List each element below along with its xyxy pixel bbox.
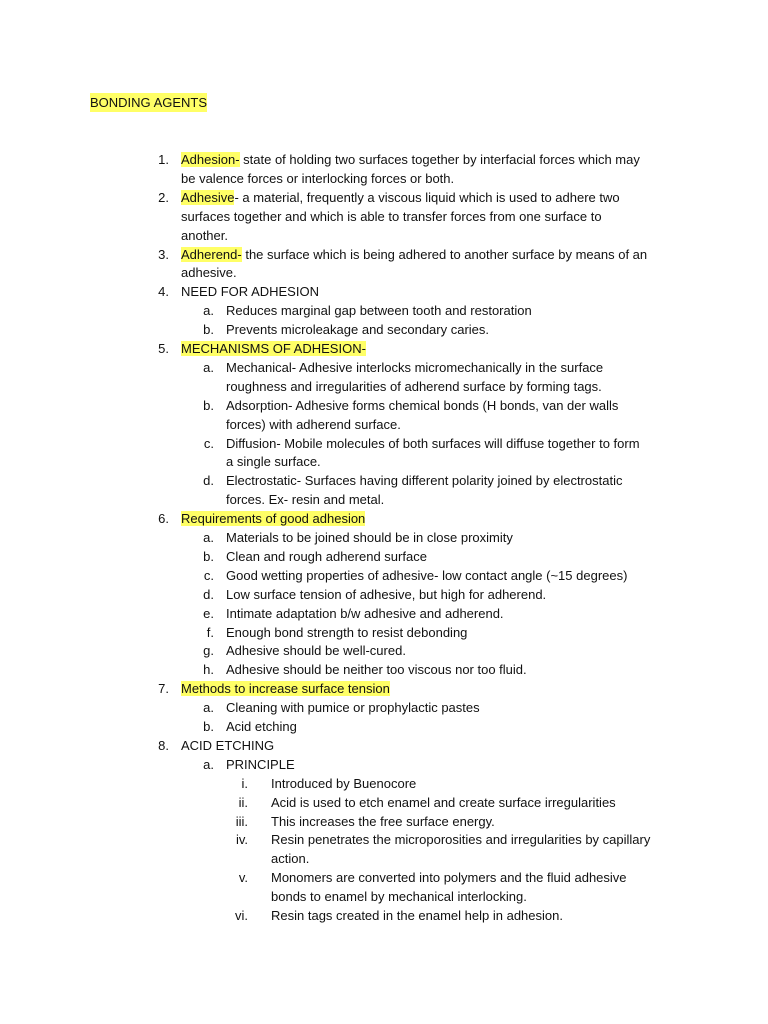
list-item-number: a. <box>203 530 214 545</box>
list-item <box>226 320 489 339</box>
list-item-continuation <box>226 377 602 396</box>
list-item-text: a single surface. <box>226 454 321 470</box>
list-item-number: b. <box>203 322 214 338</box>
list-item-number: b. <box>203 719 214 734</box>
list-item-number: ii. <box>238 794 248 810</box>
list-item-text: Acid etching <box>226 719 297 734</box>
list-item-number: 8. <box>158 737 169 753</box>
list-item-heading: Adhesive <box>181 189 235 205</box>
list-item <box>226 585 546 604</box>
list-item-text: forces. Ex- resin and metal. <box>226 492 385 508</box>
list-item <box>181 150 640 169</box>
list-item-text: Electrostatic- Surfaces having different polarity joined by electrostatic <box>226 473 623 489</box>
list-item-text: Intimate adaptation b/w adhesive and adherend. <box>226 605 504 621</box>
list-item <box>271 793 616 812</box>
list-item-number: f. <box>206 624 214 640</box>
list-item-number: iv. <box>235 832 248 848</box>
list-item-text: Introduced by Buenocore <box>271 775 417 791</box>
list-item-continuation <box>181 207 602 226</box>
list-item-continuation <box>271 887 527 906</box>
list-item-text: Reduces marginal gap between tooth and restoration <box>226 303 532 319</box>
list-item-text: Adhesive should be neither too viscous nor too fluid. <box>226 662 527 678</box>
list-item-heading: Requirements of good adhesion <box>181 511 366 527</box>
list-item <box>226 471 622 490</box>
list-item <box>226 717 297 736</box>
list-item-number: 7. <box>158 681 169 697</box>
list-item-number: 3. <box>158 246 169 262</box>
list-item-number: d. <box>203 586 214 602</box>
list-item-text: action. <box>271 851 310 867</box>
list-item <box>271 812 495 831</box>
list-item <box>226 358 603 377</box>
list-item <box>226 566 627 585</box>
list-item-text: - a material, frequently a viscous liquid which is used to adhere two <box>234 189 620 205</box>
list-item-number: a. <box>203 303 214 319</box>
list-item-number: e. <box>203 605 214 621</box>
list-item-text: Resin tags created in the enamel help in adhesion. <box>271 908 563 923</box>
list-item-text: Materials to be joined should be in close proximity <box>226 530 513 545</box>
list-item <box>181 245 647 264</box>
list-item-number: b. <box>203 397 214 413</box>
list-item <box>226 547 427 566</box>
list-item-continuation <box>181 169 454 188</box>
list-item-heading: Methods to increase surface tension <box>181 681 390 697</box>
list-item-continuation <box>181 226 228 245</box>
list-item <box>181 188 620 207</box>
list-item-heading: Adherend- <box>181 246 242 262</box>
list-item-text: adhesive. <box>181 265 237 281</box>
list-item-text: Clean and rough adherend surface <box>226 548 427 564</box>
list-item-number: 6. <box>158 511 169 527</box>
list-item-text: Cleaning with pumice or prophylactic pastes <box>226 700 480 716</box>
list-item-number: 4. <box>158 284 169 300</box>
list-item-number: h. <box>203 662 214 678</box>
list-item <box>226 528 513 547</box>
list-item-number: 2. <box>158 189 169 205</box>
list-item-text: Resin penetrates the microporosities and irregularities by capillary <box>271 832 651 848</box>
list-item-number: vi. <box>235 908 248 923</box>
list-item <box>226 396 618 415</box>
list-item-number: b. <box>203 548 214 564</box>
list-item-number: v. <box>238 870 248 886</box>
list-item-text: Adsorption- Adhesive forms chemical bonds (H bonds, van der walls <box>226 397 619 413</box>
list-item-continuation <box>226 415 401 434</box>
list-item-text: Prevents microleakage and secondary caries. <box>226 322 490 338</box>
list-item-text: This increases the free surface energy. <box>271 813 495 829</box>
list-item-heading: Adhesion- <box>181 152 240 167</box>
list-item-number: iii. <box>235 813 248 829</box>
list-item <box>181 509 365 528</box>
list-item-text: the surface which is being adhered to another surface by means of an <box>241 246 648 262</box>
document-title: BONDING AGENTS <box>90 95 208 110</box>
list-item <box>226 698 480 717</box>
list-item-text: Monomers are converted into polymers and the fluid adhesive <box>271 870 627 886</box>
list-item <box>181 282 319 301</box>
list-item <box>181 679 390 698</box>
list-item-number: 1. <box>158 152 169 167</box>
list-item-text: NEED FOR ADHESION <box>181 284 319 300</box>
list-item-text: another. <box>181 227 228 243</box>
list-item-text: surfaces together and which is able to transfer forces from one surface to <box>181 208 602 224</box>
list-item <box>226 641 406 660</box>
list-item-continuation <box>271 849 309 868</box>
list-item-continuation <box>226 490 384 509</box>
list-item <box>226 755 295 774</box>
list-item-number: c. <box>203 435 214 451</box>
list-item-text: Diffusion- Mobile molecules of both surfaces will diffuse together to form <box>226 435 640 451</box>
list-item <box>226 623 467 642</box>
list-item-number: i. <box>241 775 248 791</box>
list-item-text: ACID ETCHING <box>181 737 275 753</box>
list-item-number: a. <box>203 359 214 375</box>
list-item-text: forces) with adherend surface. <box>226 416 401 432</box>
list-item <box>181 339 366 358</box>
list-item-number: d. <box>203 473 214 489</box>
list-item <box>271 774 416 793</box>
list-item-continuation <box>181 263 237 282</box>
list-item-text: Adhesive should be well-cured. <box>226 643 406 659</box>
list-item <box>226 434 640 453</box>
list-item <box>271 830 650 849</box>
list-item-text: Low surface tension of adhesive, but high for adherend. <box>226 586 547 602</box>
list-item <box>181 736 274 755</box>
list-item <box>271 906 563 925</box>
list-item <box>226 301 532 320</box>
list-item-number: c. <box>203 567 214 583</box>
list-item <box>271 868 627 887</box>
list-item-number: 5. <box>158 341 169 356</box>
list-item-number: g. <box>203 643 214 659</box>
list-item-text: PRINCIPLE <box>226 756 295 772</box>
list-item-text: Acid is used to etch enamel and create surface irregularities <box>271 794 616 810</box>
list-item-text: Good wetting properties of adhesive- low contact angle (~15 degrees) <box>226 567 628 583</box>
list-item-text: Mechanical- Adhesive interlocks micromechanically in the surface <box>226 359 604 375</box>
list-item-number: a. <box>203 756 214 772</box>
list-item-heading: MECHANISMS OF ADHESION- <box>181 341 366 356</box>
list-item-number: a. <box>203 700 214 716</box>
list-item-text: be valence forces or interlocking forces or both. <box>181 170 455 186</box>
list-item <box>226 604 504 623</box>
list-item-text: roughness and irregularities of adherend surface by forming tags. <box>226 378 602 394</box>
list-item-text: Enough bond strength to resist debonding <box>226 624 468 640</box>
list-item <box>226 660 527 679</box>
list-item-continuation <box>226 452 321 471</box>
list-item-text: state of holding two surfaces together by interfacial forces which may <box>239 152 640 167</box>
list-item-text: bonds to enamel by mechanical interlocking. <box>271 889 527 905</box>
